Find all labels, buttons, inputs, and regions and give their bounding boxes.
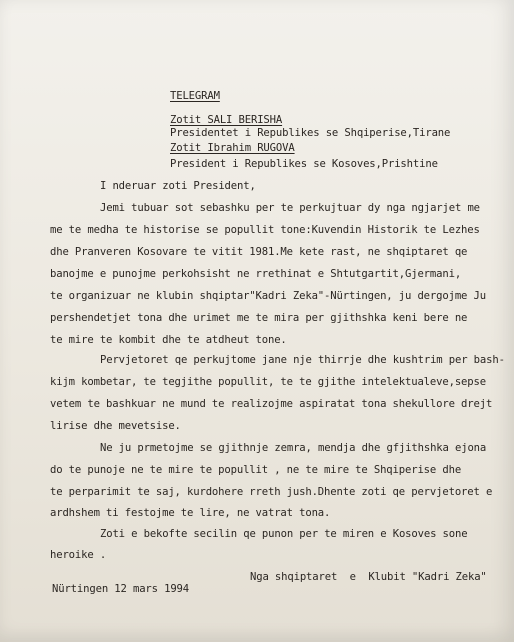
signature: Nga shqiptaret e Klubit "Kadri Zeka"	[250, 571, 487, 583]
paragraph-1-line: banojme e punojme perkohsisht ne rrethinat e Shtutgartit,Gjermani,	[50, 268, 462, 280]
recipient-2-name: Zotit Ibrahim RUGOVA	[170, 142, 295, 154]
paragraph-2-line: Pervjetoret qe perkujtome jane nje thirrje dhe kushtrim per bash-	[100, 354, 505, 366]
paragraph-1-line: me te medha te historise se popullit tone:Kuvendin Historik te Lezhes	[50, 224, 480, 236]
paragraph-1-line: dhe Pranveren Kosovare te vitit 1981.Me kete rast, ne shqiptaret qe	[50, 246, 468, 258]
salutation: I nderuar zoti President,	[100, 180, 256, 192]
paragraph-4-line: Zoti e bekofte secilin qe punon per te miren e Kosoves sone	[100, 528, 468, 540]
recipient-1-name: Zotit SALI BERISHA	[170, 114, 283, 126]
paragraph-1-line: Jemi tubuar sot sebashku per te perkujtuar dy nga ngjarjet me	[100, 202, 480, 214]
paragraph-3-line: Ne ju prmetojme se gjithnje zemra, mendja dhe gfjithshka ejona	[100, 442, 487, 454]
recipient-2-title: President i Republikes se Kosoves,Prishtine	[170, 158, 438, 170]
paragraph-2-line: kijm kombetar, te tegjithe popullit, te te gjithe intelektualeve,sepse	[50, 376, 486, 388]
paragraph-1-line: pershendetjet tona dhe urimet me te mira per gjithshka keni bere ne	[50, 312, 468, 324]
paragraph-3-line: te perparimit te saj, kurdohere rreth jush.Dhente zoti qe pervjetoret e	[50, 486, 493, 498]
paragraph-1-line: te mire te kombit dhe te atdheut tone.	[50, 334, 287, 346]
paragraph-4-line: heroike .	[50, 549, 107, 561]
paragraph-1-line: te organizuar ne klubin shqiptar"Kadri Zeka"-Nürtingen, ju dergojme Ju	[50, 290, 486, 302]
telegram-heading: TELEGRAM	[170, 90, 220, 102]
paragraph-2-line: lirise dhe mevetsise.	[50, 420, 181, 432]
paragraph-2-line: vetem te bashkuar ne mund te realizojme aspiratat tona shekullore drejt	[50, 398, 493, 410]
place-date: Nürtingen 12 mars 1994	[52, 583, 190, 595]
paragraph-3-line: do te punoje ne te mire te popullit , ne te mire te Shqiperise dhe	[50, 464, 462, 476]
recipient-1-title: Presidentet i Republikes se Shqiperise,Tirane	[170, 127, 451, 139]
paragraph-3-line: ardhshem ti festojme te lire, ne vatrat tona.	[50, 507, 331, 519]
